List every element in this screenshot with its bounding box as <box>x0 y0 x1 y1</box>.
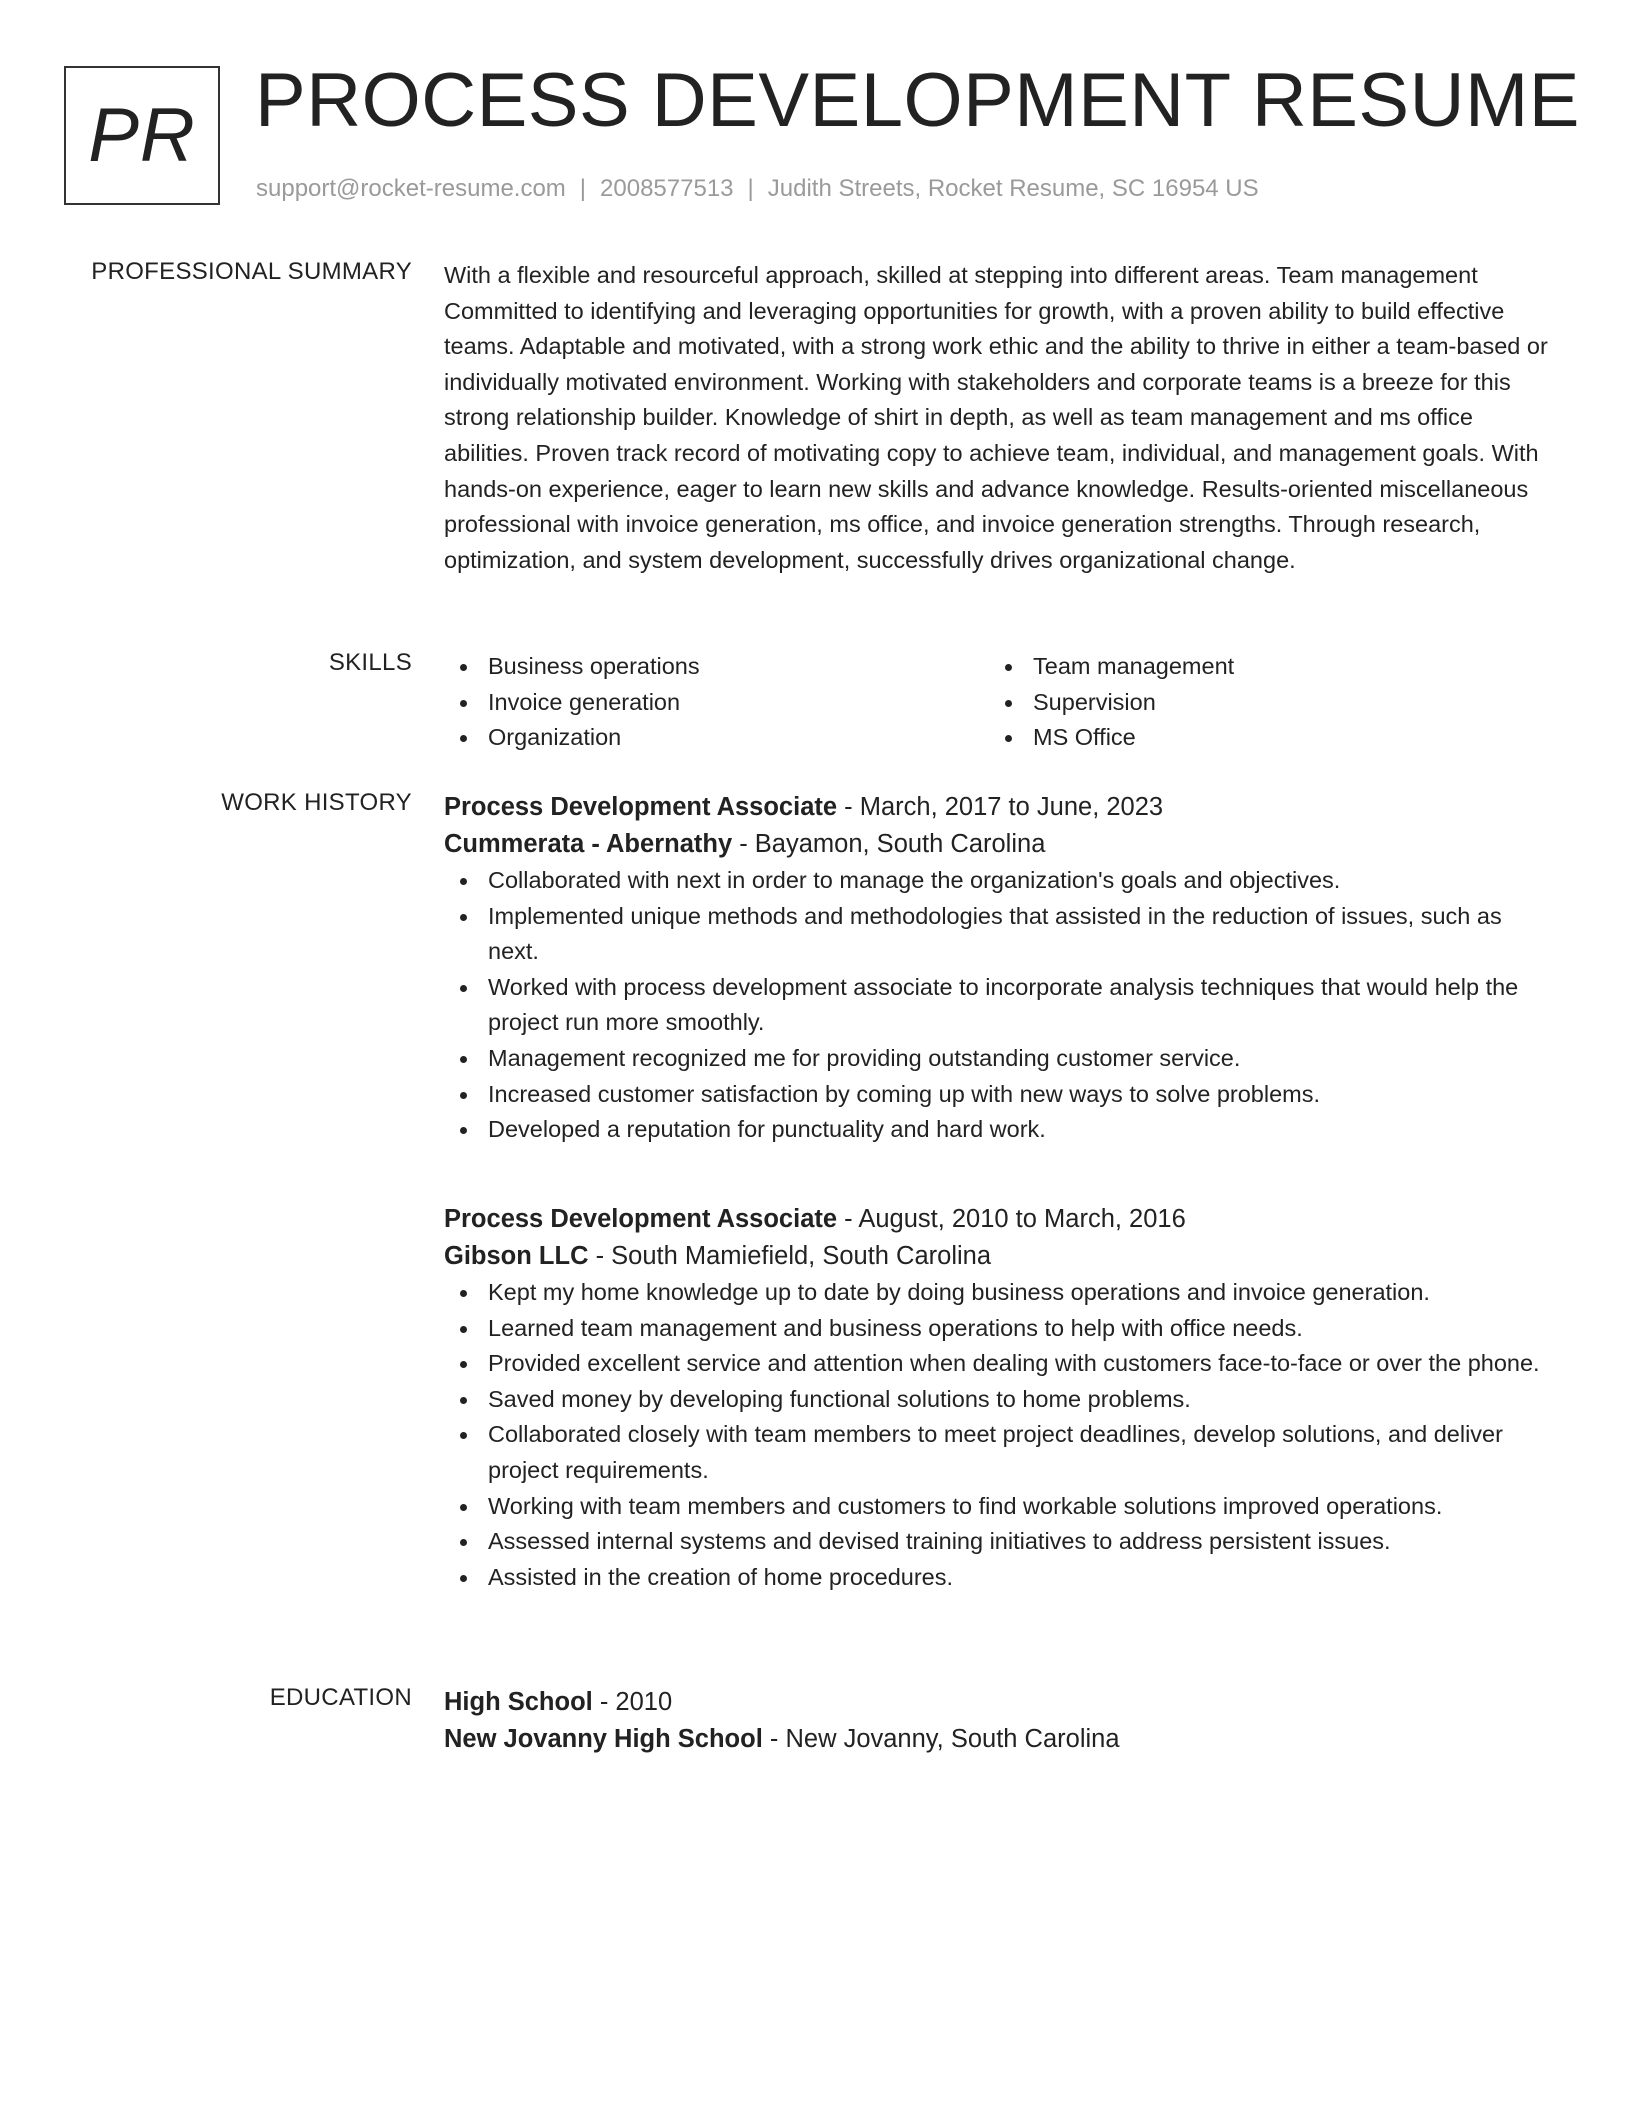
section-label-education: EDUCATION <box>269 1684 412 1711</box>
contact-email[interactable]: support@rocket-resume.com <box>256 175 566 202</box>
job-bullet: Management recognized me for providing outstanding customer service. <box>444 1041 1554 1077</box>
skill-item: Business operations <box>444 649 989 685</box>
monogram-badge: PR <box>64 66 220 205</box>
job-bullet: Working with team members and customers to find workable solutions improved operations. <box>444 1489 1554 1525</box>
skill-item: Team management <box>989 649 1534 685</box>
job-title-line <box>444 1201 1554 1238</box>
job-company: Gibson LLC <box>444 1242 589 1270</box>
resume-title: PROCESS DEVELOPMENT RESUME <box>255 58 1581 143</box>
job-location: - South Mamiefield, South Carolina <box>588 1242 992 1270</box>
job-company-line <box>444 1238 1554 1275</box>
contact-separator: | <box>747 175 754 202</box>
job-bullet: Worked with process development associate to incorporate analysis techniques that would help the project run more smoothly. <box>444 970 1554 1041</box>
job-bullet: Increased customer satisfaction by coming up with new ways to solve problems. <box>444 1077 1554 1113</box>
skill-item: Invoice generation <box>444 685 989 721</box>
job-bullet: Learned team management and business operations to help with office needs. <box>444 1311 1554 1347</box>
job-location: - Bayamon, South Carolina <box>732 830 1046 858</box>
job-bullet: Assessed internal systems and devised training initiatives to address persistent issues. <box>444 1524 1554 1560</box>
education-entry <box>444 1684 1554 1758</box>
job-bullet: Kept my home knowledge up to date by doing business operations and invoice generation. <box>444 1275 1554 1311</box>
skills-list-right <box>989 649 1534 756</box>
contact-separator: | <box>579 175 587 202</box>
job-bullet: Collaborated with next in order to manage the organization's goals and objectives. <box>444 863 1554 899</box>
job-title: Process Development Associate <box>444 1205 838 1233</box>
skills-list-left <box>444 649 989 756</box>
education-school-line <box>444 1721 1554 1758</box>
skill-item: MS Office <box>989 720 1534 756</box>
contact-line <box>256 175 1259 203</box>
job-bullet: Provided excellent service and attention when dealing with customers face-to-face or over the phone. <box>444 1346 1554 1382</box>
job-title-line <box>444 789 1554 826</box>
job-dates: - August, 2010 to March, 2016 <box>837 1205 1186 1233</box>
job-company: Cummerata - Abernathy <box>444 830 733 858</box>
education-year: - 2010 <box>592 1688 673 1716</box>
section-label-summary: PROFESSIONAL SUMMARY <box>91 258 412 285</box>
job-entry-2 <box>444 1201 1554 1595</box>
summary-text: With a flexible and resourceful approach, skilled at stepping into different areas. Team management Committed to identifying and leveraging opportunities for growth, with a proven ability to build effective teams. Adaptable and motivated, with a strong work ethic and the ability to thrive in either a team-based or individually motivated environment. Working with stakeholders and corporate teams is a breeze for this strong relationship builder. Knowledge of shirt in depth, as well as team management and ms office abilities. Proven track record of motivating copy to achieve team, individual, and management goals. With hands-on experience, eager to learn new skills and advance knowledge. Results-oriented miscellaneous professional with invoice generation, ms office, and invoice generation strengths. Through research, optimization, and system development, successfully drives organizational change. <box>444 262 1548 573</box>
section-label-work-history: WORK HISTORY <box>221 789 412 816</box>
contact-phone[interactable]: 2008577513 <box>600 175 734 202</box>
job-bullet: Developed a reputation for punctuality and hard work. <box>444 1112 1554 1148</box>
education-degree: High School <box>444 1688 593 1716</box>
education-location: - New Jovanny, South Carolina <box>762 1725 1120 1753</box>
job-bullet-list <box>444 863 1554 1148</box>
skill-item: Organization <box>444 720 989 756</box>
contact-address: Judith Streets, Rocket Resume, SC 16954 US <box>767 175 1259 202</box>
skills-grid <box>444 649 1554 756</box>
job-bullet: Implemented unique methods and methodologies that assisted in the reduction of issues, such as next. <box>444 899 1554 970</box>
job-entry-1 <box>444 789 1554 1148</box>
job-dates: - March, 2017 to June, 2023 <box>837 793 1164 821</box>
job-bullet: Collaborated closely with team members to meet project deadlines, develop solutions, and deliver project requirements. <box>444 1417 1554 1488</box>
section-label-skills: SKILLS <box>328 649 412 676</box>
job-bullet: Saved money by developing functional solutions to home problems. <box>444 1382 1554 1418</box>
job-bullet-list <box>444 1275 1554 1595</box>
job-title: Process Development Associate <box>444 793 838 821</box>
skill-item: Supervision <box>989 685 1534 721</box>
job-company-line <box>444 826 1554 863</box>
job-bullet: Assisted in the creation of home procedures. <box>444 1560 1554 1596</box>
education-school: New Jovanny High School <box>444 1725 763 1753</box>
education-degree-line <box>444 1684 1554 1721</box>
summary-body <box>444 258 1554 578</box>
